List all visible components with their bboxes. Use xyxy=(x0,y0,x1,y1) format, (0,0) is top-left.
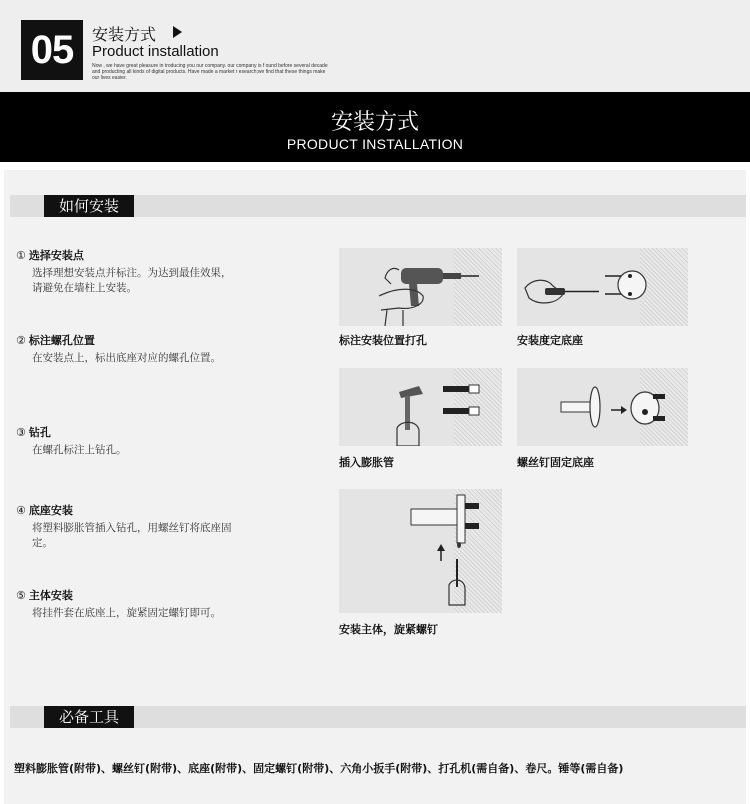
section-title-en: Product installation xyxy=(92,43,219,60)
step-1 xyxy=(16,248,236,296)
section-number: 05 xyxy=(21,20,83,80)
step-marker: ⑤ xyxy=(16,589,26,602)
step-4 xyxy=(16,503,236,551)
play-arrow-icon xyxy=(173,26,182,38)
section-description: Now , we have great pleasure in troducing you our company. our company is f ound before several decade and producting all kinds of digital products. Have made a market r esearch;we find that these things make our lives easier. xyxy=(92,63,328,81)
illustration-hammer xyxy=(339,368,502,446)
step-title: 主体安装 xyxy=(28,589,73,602)
screwdriver-icon xyxy=(517,248,688,326)
title-banner xyxy=(0,92,750,162)
illustration-main-body xyxy=(339,489,502,613)
step-title: 选择安装点 xyxy=(28,249,84,262)
step-desc: 在螺孔标注上钻孔。 xyxy=(32,444,127,456)
step-desc: 在安装点上，标出底座对应的螺孔位置。 xyxy=(32,352,221,364)
illustration-drill xyxy=(339,248,502,326)
step-title: 钻孔 xyxy=(28,426,51,439)
illustration-screwdriver xyxy=(517,248,688,326)
step-marker: ③ xyxy=(16,426,26,439)
section-title-cn: 安装方式 xyxy=(92,25,157,44)
step-2 xyxy=(16,333,236,366)
caption-1: 标注安装位置打孔 xyxy=(339,334,427,347)
caption-5: 安装主体，旋紧螺钉 xyxy=(339,623,438,636)
caption-2: 安装度定底座 xyxy=(517,334,583,347)
tools-bar xyxy=(10,706,746,728)
step-title: 底座安装 xyxy=(28,504,73,517)
illustration-base xyxy=(517,368,688,446)
banner-title-en: PRODUCT INSTALLATION xyxy=(286,136,464,152)
banner-title-cn: 安装方式 xyxy=(330,110,419,135)
main-body-icon xyxy=(339,489,502,613)
drill-icon xyxy=(339,248,502,326)
step-5 xyxy=(16,588,236,621)
step-marker: ④ xyxy=(16,504,26,517)
step-desc: 将塑料膨胀管插入钻孔，用螺丝钉将底座固定。 xyxy=(32,522,232,549)
how-to-label: 如何安装 xyxy=(44,195,134,217)
tools-label: 必备工具 xyxy=(44,706,134,728)
step-title: 标注螺孔位置 xyxy=(28,334,95,347)
step-desc: 选择理想安装点并标注。为达到最佳效果，请避免在墙柱上安装。 xyxy=(32,267,232,294)
step-desc: 将挂件套在底座上，旋紧固定螺钉即可。 xyxy=(32,607,221,619)
tools-list: 塑料膨胀管(附带)、螺丝钉(附带)、底座(附带)、固定螺钉(附带)、六角小扳手(附带)、打孔机(需自备)、卷尺。锤等(需自备) xyxy=(14,762,624,775)
caption-4: 螺丝钉固定底座 xyxy=(517,456,594,469)
hammer-icon xyxy=(339,368,502,446)
step-3 xyxy=(16,425,236,458)
instructions-area xyxy=(4,170,746,804)
step-marker: ② xyxy=(16,334,26,347)
caption-3: 插入膨胀管 xyxy=(339,456,394,469)
section-header xyxy=(0,0,750,92)
base-mount-icon xyxy=(517,368,688,446)
how-to-bar xyxy=(10,195,746,217)
step-marker: ① xyxy=(16,249,26,262)
